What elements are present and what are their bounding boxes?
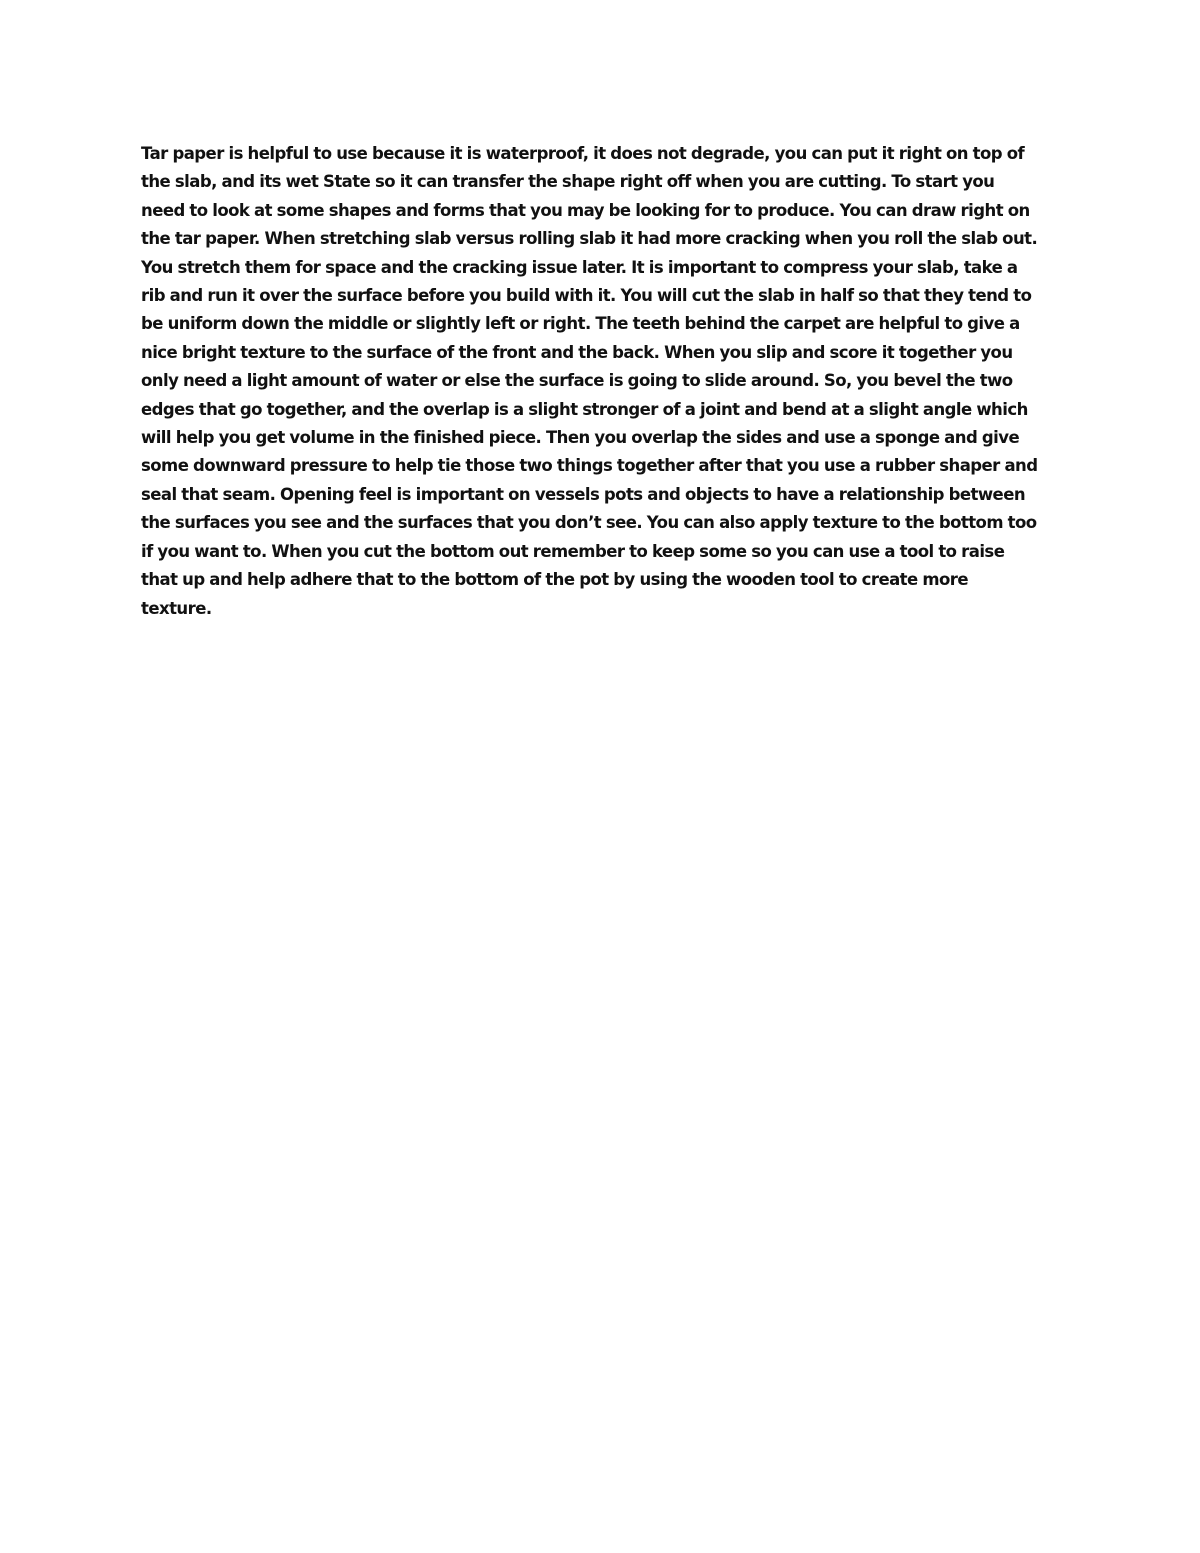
paragraph-line: the surfaces you see and the surfaces that you don’t see. You can also apply texture to the bottom too [141, 513, 1037, 533]
paragraph-line: nice bright texture to the surface of the front and the back. When you slip and score it together you [141, 342, 1013, 362]
paragraph-line: texture. [141, 598, 212, 618]
paragraph-line: that up and help adhere that to the bottom of the pot by using the wooden tool to create more [141, 570, 968, 590]
paragraph-line: be uniform down the middle or slightly left or right. The teeth behind the carpet are helpful to give a [141, 314, 1020, 334]
paragraph-line: Tar paper is helpful to use because it is waterproof, it does not degrade, you can put it right on top of [141, 144, 1025, 163]
paragraph-line: if you want to. When you cut the bottom out remember to keep some so you can use a tool to raise [141, 541, 1005, 561]
paragraph-line: need to look at some shapes and forms that you may be looking for to produce. You can draw right on [141, 200, 1030, 220]
paragraph-line: rib and run it over the surface before you build with it. You will cut the slab in half so that they tend to [141, 286, 1032, 306]
paragraph-line: the tar paper. When stretching slab versus rolling slab it had more cracking when you roll the slab out. [141, 229, 1038, 249]
paragraph-line: some downward pressure to help tie those two things together after that you use a rubber shaper and [141, 456, 1038, 476]
paragraph-line: will help you get volume in the finished piece. Then you overlap the sides and use a sponge and give [141, 428, 1020, 448]
paragraph-line: You stretch them for space and the cracking issue later. It is important to compress your slab, take a [141, 257, 1018, 277]
paragraph-line: seal that seam. Opening feel is important on vessels pots and objects to have a relationship between [141, 484, 1026, 504]
body-paragraph [141, 140, 1061, 623]
paragraph-line: edges that go together, and the overlap is a slight stronger of a joint and bend at a slight angle which [141, 399, 1028, 419]
paragraph-line: only need a light amount of water or else the surface is going to slide around. So, you bevel the two [141, 371, 1013, 391]
paragraph-line: the slab, and its wet State so it can transfer the shape right off when you are cutting. To start you [141, 172, 995, 192]
